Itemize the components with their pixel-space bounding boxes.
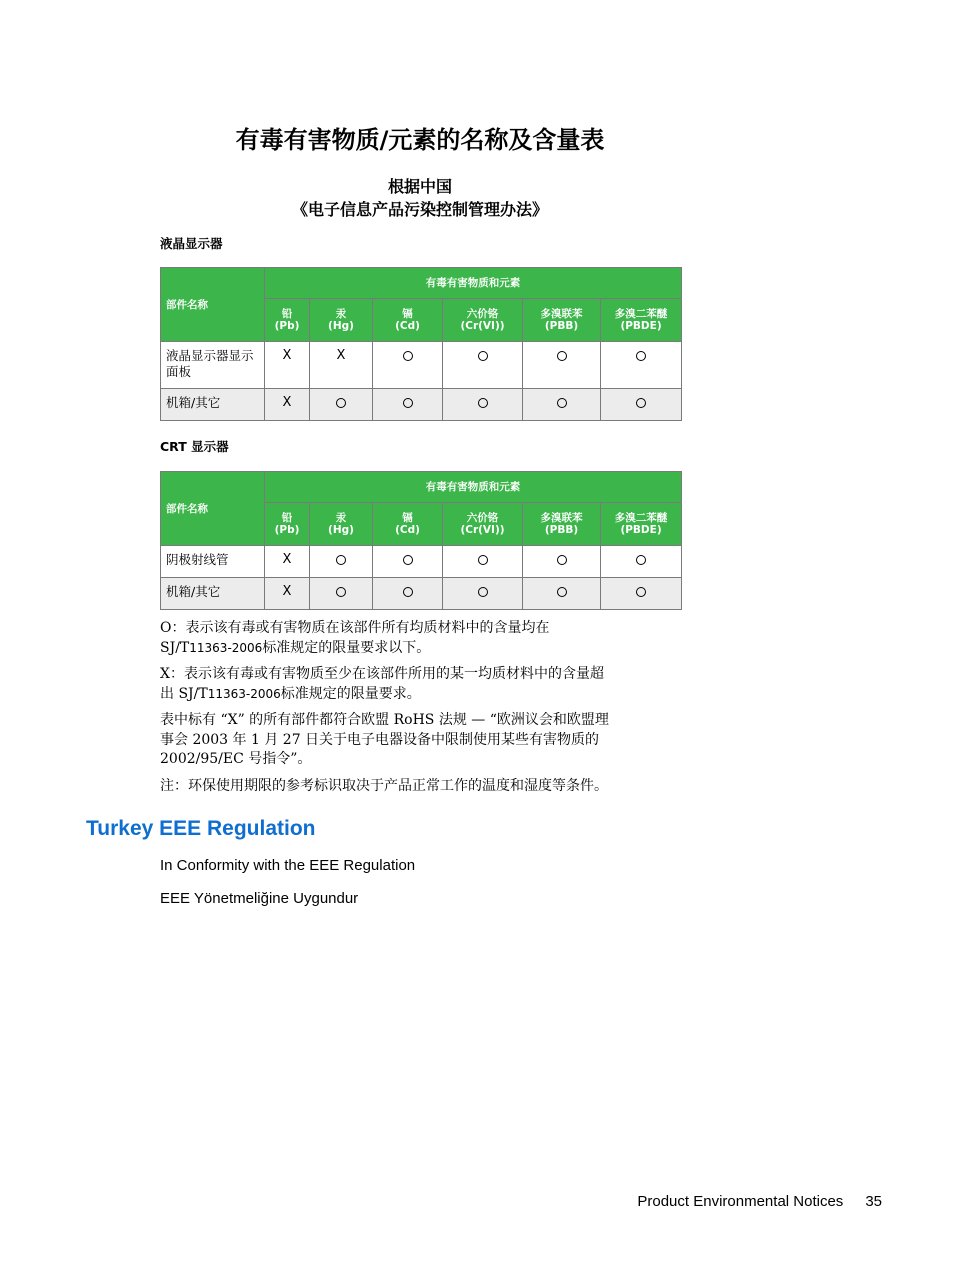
note-rohs: 表中标有 “X” 的所有部件都符合欧盟 RoHS 法规 — “欧洲议会和欧盟理 事会 2003 年 1 月 27 日关于电子电器设备中限制使用某些有害物质的 2002/95/EC 号指令”。 bbox=[160, 712, 609, 767]
col-header-group: 有毒有害物质和元素 bbox=[265, 472, 682, 503]
value-cell: X bbox=[265, 546, 310, 578]
value-cell bbox=[523, 578, 601, 610]
crt-section-label: CRT 显示器 bbox=[160, 439, 229, 454]
col-header-hg: 汞 (Hg) bbox=[310, 503, 373, 546]
value-cell bbox=[601, 578, 682, 610]
col-header-pbb: 多溴联苯 (PBB) bbox=[523, 503, 601, 546]
table-row bbox=[161, 342, 682, 389]
circle-mark-icon bbox=[403, 587, 413, 597]
table-row bbox=[161, 546, 682, 578]
circle-mark-icon bbox=[403, 398, 413, 408]
circle-mark-icon bbox=[636, 555, 646, 565]
circle-mark-icon bbox=[557, 555, 567, 565]
circle-mark-icon bbox=[557, 398, 567, 408]
col-header-part-name: 部件名称 bbox=[161, 268, 265, 342]
col-header-pb: 铅 (Pb) bbox=[265, 299, 310, 342]
page-title: 有毒有害物质/元素的名称及含量表 bbox=[235, 126, 605, 154]
value-cell bbox=[601, 546, 682, 578]
page-number: 35 bbox=[865, 1193, 882, 1210]
value-cell bbox=[443, 546, 523, 578]
value-cell bbox=[310, 546, 373, 578]
note-o-definition: O：表示该有毒或有害物质在该部件所有均质材料中的含量均在 SJ/T11363-2006标准规定的限量要求以下。 bbox=[160, 620, 550, 656]
turkey-heading: Turkey EEE Regulation bbox=[86, 817, 316, 840]
circle-mark-icon bbox=[636, 587, 646, 597]
col-header-cr6: 六价铬 (Cr(VI)) bbox=[443, 299, 523, 342]
value-cell: X bbox=[265, 389, 310, 421]
part-name-cell: 液晶显示器显示 面板 bbox=[161, 342, 265, 389]
part-name-cell: 机箱/其它 bbox=[161, 578, 265, 610]
circle-mark-icon bbox=[557, 351, 567, 361]
circle-mark-icon bbox=[636, 351, 646, 361]
col-header-hg: 汞 (Hg) bbox=[310, 299, 373, 342]
circle-mark-icon bbox=[478, 587, 488, 597]
table-row bbox=[161, 578, 682, 610]
col-header-cr6: 六价铬 (Cr(VI)) bbox=[443, 503, 523, 546]
value-cell bbox=[373, 342, 443, 389]
col-header-cd: 镉 (Cd) bbox=[373, 299, 443, 342]
circle-mark-icon bbox=[336, 587, 346, 597]
page-footer bbox=[637, 1193, 882, 1210]
value-cell: X bbox=[265, 342, 310, 389]
col-header-pbb: 多溴联苯 (PBB) bbox=[523, 299, 601, 342]
circle-mark-icon bbox=[557, 587, 567, 597]
crt-substance-table bbox=[160, 471, 682, 610]
col-header-pb: 铅 (Pb) bbox=[265, 503, 310, 546]
turkey-line-1: In Conformity with the EEE Regulation bbox=[160, 857, 416, 874]
value-cell bbox=[373, 546, 443, 578]
circle-mark-icon bbox=[403, 555, 413, 565]
part-name-cell: 机箱/其它 bbox=[161, 389, 265, 421]
col-header-cd: 镉 (Cd) bbox=[373, 503, 443, 546]
col-header-group: 有毒有害物质和元素 bbox=[265, 268, 682, 299]
circle-mark-icon bbox=[478, 351, 488, 361]
value-cell bbox=[310, 389, 373, 421]
value-cell bbox=[523, 389, 601, 421]
note-x-definition: X：表示该有毒或有害物质至少在该部件所用的某一均质材料中的含量超 出 SJ/T11363-2006标准规定的限量要求。 bbox=[160, 666, 604, 702]
value-cell bbox=[523, 342, 601, 389]
footer-section-title: Product Environmental Notices bbox=[637, 1193, 844, 1210]
col-header-part-name: 部件名称 bbox=[161, 472, 265, 546]
value-cell bbox=[310, 578, 373, 610]
subtitle-line-2: 《电子信息产品污染控制管理办法》 bbox=[291, 200, 548, 219]
value-cell bbox=[523, 546, 601, 578]
circle-mark-icon bbox=[478, 555, 488, 565]
value-cell bbox=[443, 578, 523, 610]
value-cell bbox=[373, 578, 443, 610]
part-name-cell: 阴极射线管 bbox=[161, 546, 265, 578]
value-cell bbox=[443, 389, 523, 421]
lcd-substance-table bbox=[160, 267, 682, 421]
circle-mark-icon bbox=[403, 351, 413, 361]
col-header-pbde: 多溴二苯醚 (PBDE) bbox=[601, 299, 682, 342]
value-cell: X bbox=[310, 342, 373, 389]
value-cell bbox=[601, 342, 682, 389]
circle-mark-icon bbox=[336, 555, 346, 565]
note-epup: 注：环保使用期限的参考标识取决于产品正常工作的温度和湿度等条件。 bbox=[160, 778, 608, 794]
circle-mark-icon bbox=[636, 398, 646, 408]
circle-mark-icon bbox=[478, 398, 488, 408]
col-header-pbde: 多溴二苯醚 (PBDE) bbox=[601, 503, 682, 546]
value-cell: X bbox=[265, 578, 310, 610]
value-cell bbox=[443, 342, 523, 389]
lcd-section-label: 液晶显示器 bbox=[160, 236, 223, 251]
turkey-line-2: EEE Yönetmeliğine Uygundur bbox=[160, 890, 359, 907]
value-cell bbox=[601, 389, 682, 421]
circle-mark-icon bbox=[336, 398, 346, 408]
table-row bbox=[161, 389, 682, 421]
value-cell bbox=[373, 389, 443, 421]
subtitle-line-1: 根据中国 bbox=[387, 177, 452, 196]
